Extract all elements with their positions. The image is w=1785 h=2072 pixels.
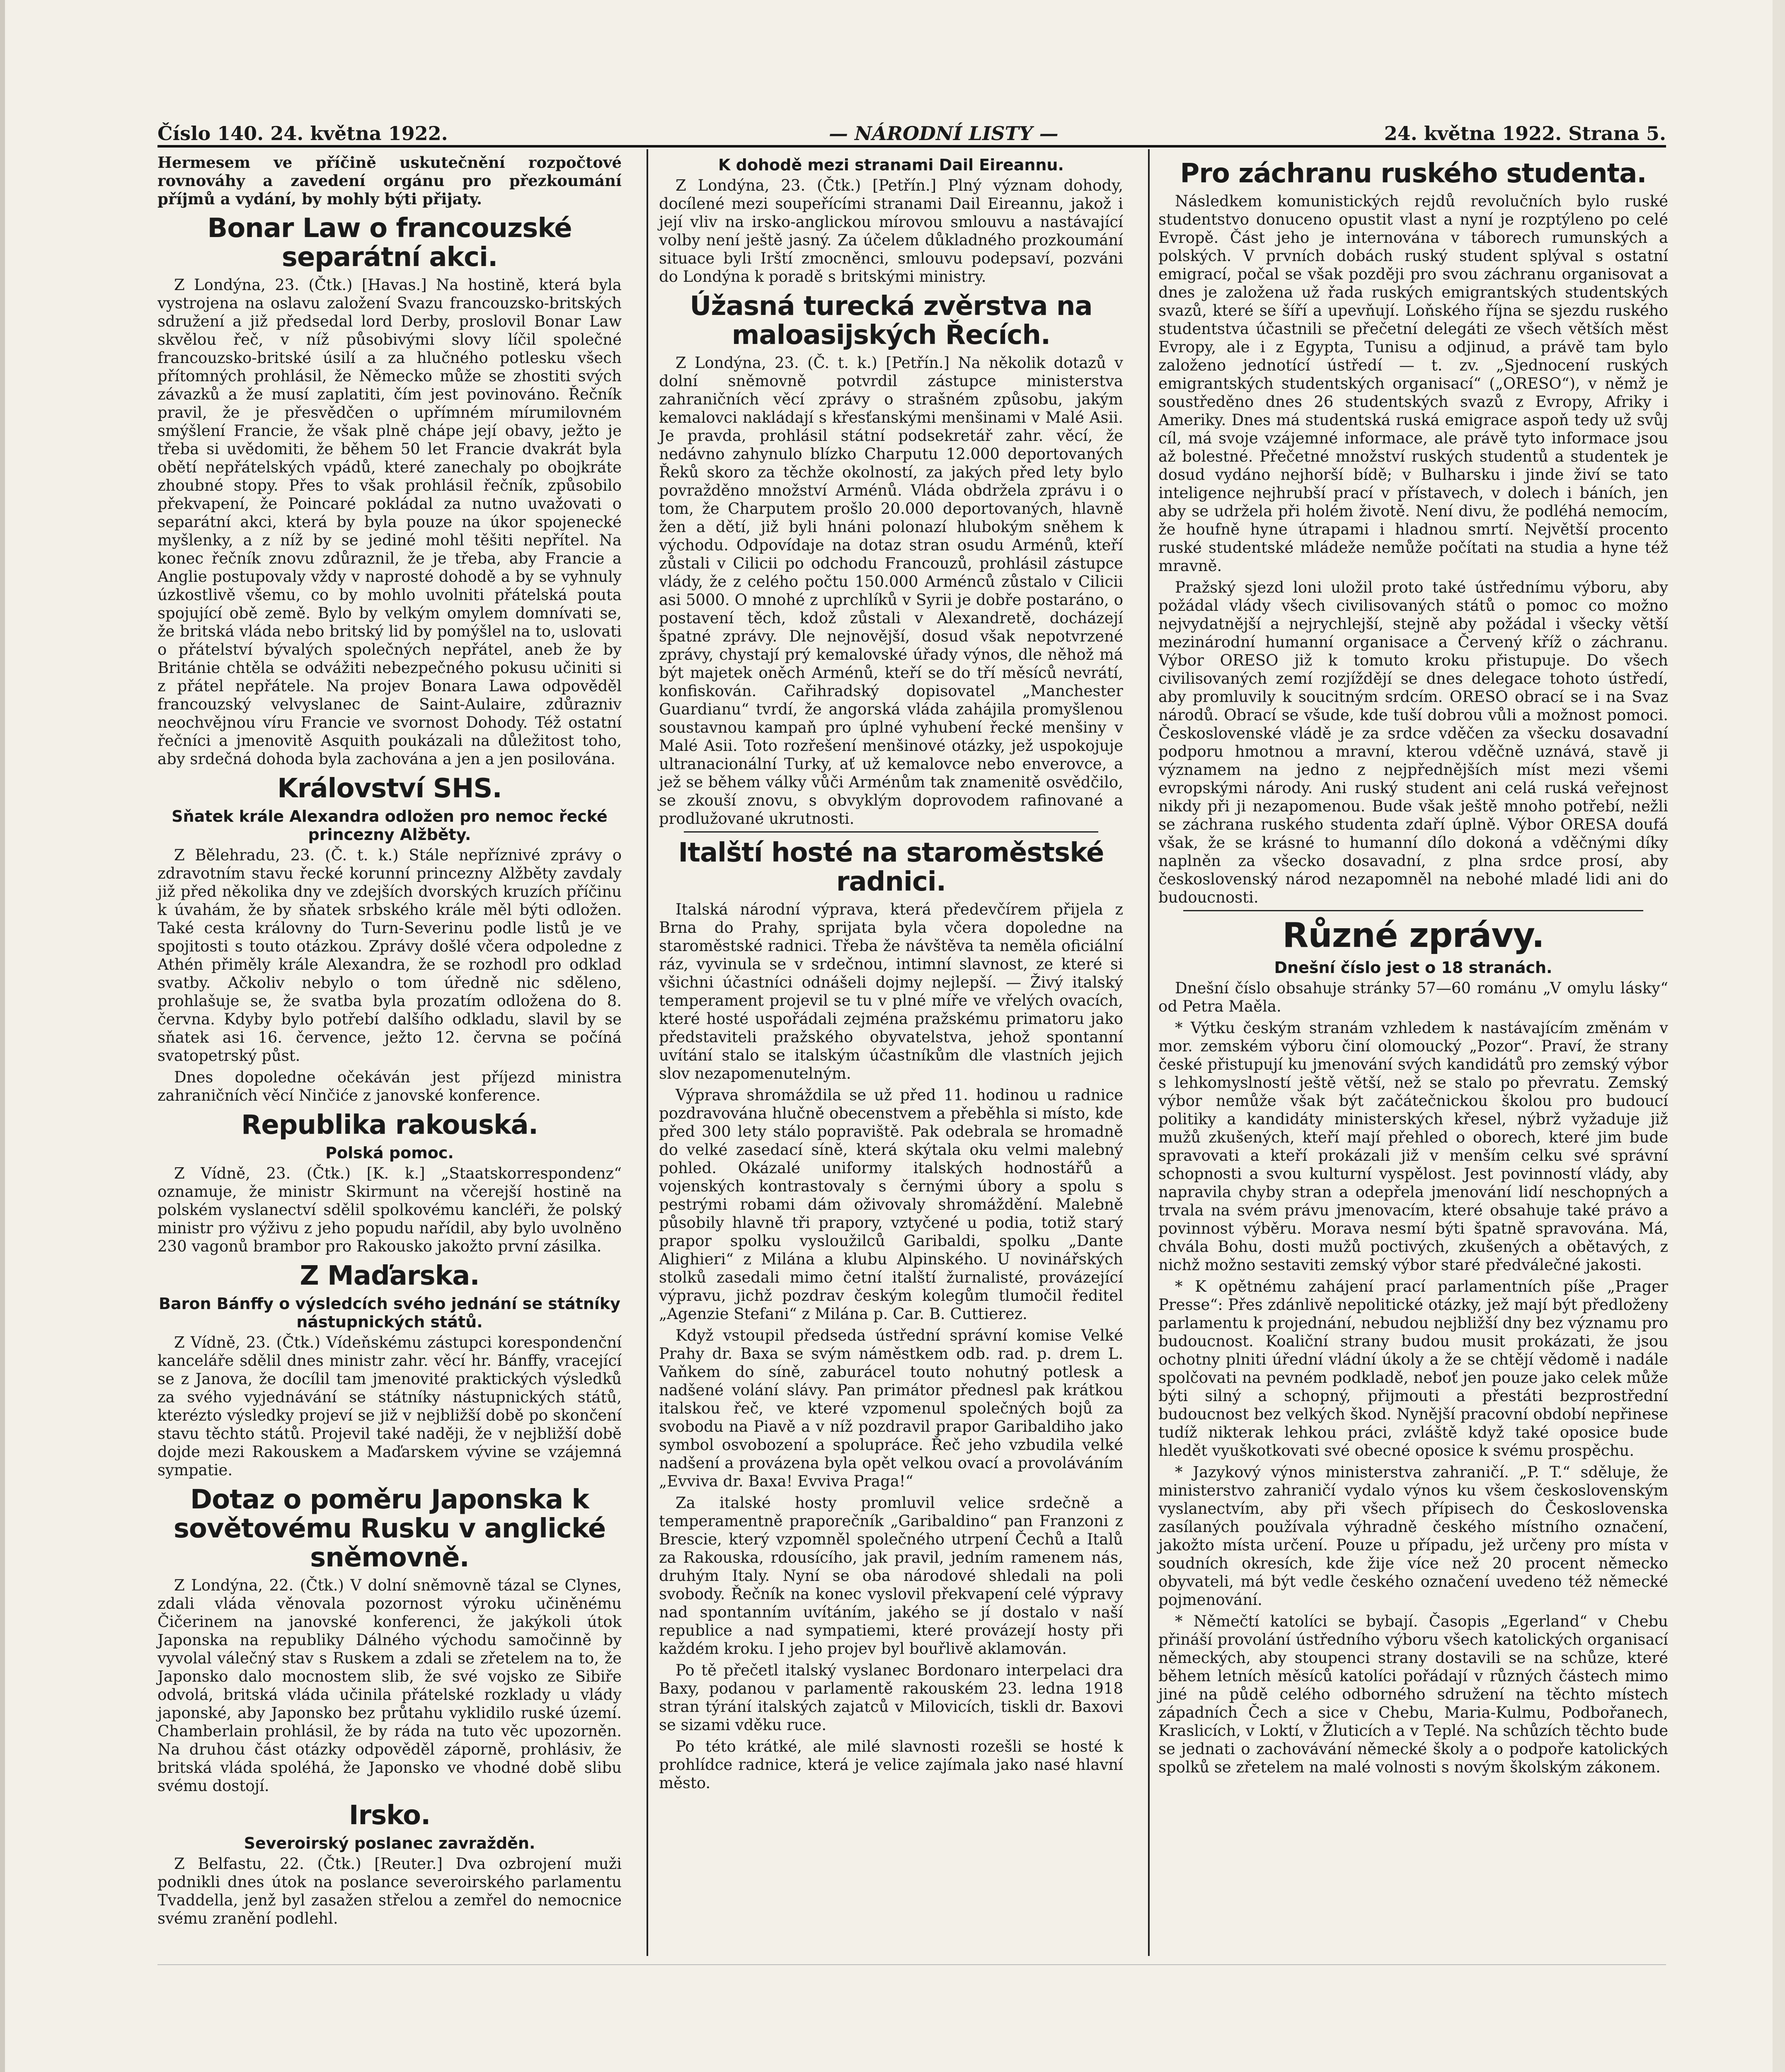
article-rusky-student-2: Pražský sjezd loni uložil proto také ústřednímu výboru, aby požádal vlády všech civilisovaných států o pomoc co možno nejvydatnější a nejrychlejší, stejně aby požádal i všecky větší mezinárodní humanní organisace a Červený kříž o záchranu. Výbor ORESO již k tomuto kroku přistupuje. Do všech civilisovaných zemí rozjíždějí se dnes delegace tohoto ústředí, aby promluvily k soucitným srdcím. ORESO obrací se i na Svaz národů. Obrací se všude, kde tuší dobrou vůli a možnost pomoci. Československé vládě je za srdce vděčen za všecku dosavadní podporu hmotnou a mravní, kterou vděčně uznává, stavě ji významem na jedno z nejpřednějších míst mezi všemi evropskými národy. Ani ruský student ani celá ruská veřejnost nikdy při ji nezapomenou. Bude však ještě mnoho potřebí, nežli se záchrana ruského studenta zdaří úplně. Výbor ORESA doufá však, že se krásné to humanní dílo dokoná a vděčnými díky naplněn za všecko dosavadní, z plna srdce prosí, aby československý národ nezapomněl na nebohé mladé lidi ani do budoucnosti. [1158,579,1668,906]
article-italsti-hoste-6: Po této krátké, ale milé slavnosti rozešli se hosté k prohlídce radnice, která je velice zajímala jako nasé hlavní město. [659,1738,1123,1792]
headline-japonsko: Dotaz o poměru Japonska k sovětovému Rusku v anglické sněmovně. [173,1484,606,1573]
bottom-rule [157,1964,1666,1965]
article-irsko: Z Belfastu, 22. (Čtk.) [Reuter.] Dva ozbrojení muži podnikli dnes útok na poslance severoirského parlamentu Tvaddella, jenž byl zasažen střelou a zemřel do nemocnice svému zranění podlehl. [157,1855,622,1927]
article-italsti-hoste-3: Když vstoupil předseda ústřední správní komise Velké Prahy dr. Baxa se svým náměstkem odb. rad. p. drem L. Vaňkem do síně, zaburácel touto nohutný potlesk a nadšené volání slávy. Pan primátor přednesl pak krátkou italskou řeč, ve které vzpomenul společných bojů za svobodu na Piavě a v níž pozdravil prapor Garibaldiho jako symbol osvobození a spolupráce. Řeč jeho vzbudila velké nadšení a provázena byla opět velkou ovací a provoláváním „Evviva dr. Baxa! Evviva Praga!“ [659,1326,1123,1490]
headline-shs: Království SHS. [277,773,502,804]
article-dail: Z Londýna, 23. (Čtk.) [Petřín.] Plný význam dohody, docílené mezi soupeřícími stranami Dail Eireannu, jakož i její vliv na irsko-anglickou mírovou smlouvu a nastávající volby není ještě jasný. Za účelem důkladného prozkoumání situace byli Irští zmocněnci, smlouvu podepsaví, pozváni do Londýna k poradě s britskými ministry. [659,177,1123,286]
column-1 [157,153,622,1931]
page-edge-right [1773,0,1785,2072]
news-item: * Jazykový výnos ministerstva zahraničí. „P. T.“ sděluje, že ministerstvo zahraničí vydalo výnos ku všem československým vyslanectvím, aby při všech přípisech do Československa zasílaných používala výhradně českého místního označení, jakožto místa určení. Pouze u případu, jež určeny pro místa v soudních okresích, kde žije více než 20 procent německo obyvateli, má být vedle českého označení uvedeno též německé pojmenování. [1158,1463,1668,1609]
headline-turecka-zverstva: Úžasná turecká zvěrstva na maloasijských Řecích. [690,291,1092,351]
subhead-irsko: Severoirský poslanec zavražděn. [244,1834,535,1852]
section-divider [684,831,1098,833]
subhead-shs: Sňatek krále Alexandra odložen pro nemoc řecké princezny Alžběty. [172,807,608,844]
page-header [157,106,1666,151]
subhead-dail: K dohodě mezi stranami Dail Eireannu. [718,156,1064,174]
article-italsti-hoste-2: Výprava shromáždila se už před 11. hodinou u radnice pozdravována hlučně obecenstvem a přeběhla si místo, kde před 300 lety stálo popraviště. Pak odebrala se hromadně do velké zasedací síně, která skýtala oku velmi malebný pohled. Okázalé uniformy italských hodnostářů a vojenských kontrastovaly s černými úbory a spolu s pestrými robami dám oživovaly shromáždění. Malebně působily hlavně tři prapory, vztyčené u podia, totiž starý prapor spolku vysloužilců Garibaldi, spolku „Dante Alighieri“ z Milána a klubu Alpinského. U novinářských stolků zasedali mimo četní italští žurnalisté, provázející výpravu, jichž pozdrav českým kolegům tlumočil ředitel „Agenzie Stefani“ z Milána p. Car. B. Cuttierez. [659,1086,1123,1323]
column-2 [659,153,1123,1796]
article-madarsko: Z Vídně, 23. (Čtk.) Vídeňskému zástupci korespondenční kanceláře sdělil dnes ministr zahr. věcí hr. Bánffy, vracející se z Janova, že docílil tam jmenovité praktických výsledků za svého vyjednávání se státníky nástupnických států, kterézto výsledky projeví se již v nejbližší době po skončení stavu těchto států. Projevil také naději, že v nejbližší době dojde mezi Rakouskem a Maďarskem vývine se vzájemná sympatie. [157,1334,622,1479]
subhead-rakousko: Polská pomoc. [325,1144,454,1162]
issue-number: Číslo 140. 24. května 1922. [157,122,448,145]
article-italsti-hoste-1: Italská národní výprava, která předevčírem přijela z Brna do Prahy, sprijata byla včera dopoledne na staroměstské radnici. Třeba že návštěva ta neměla oficiální ráz, vyvinula se v srdečnou, intimní slavnost, ze které si všichni účastníci odnášeli dojmy nejlepší. — Živý italský temperament projevil se tu v plné míře ve vřelých ovacích, které hosté uspořádali zejména pražskému primatoru jako představiteli pražského obyvatelstva, jehož spontanní uvítání stalo se italským účastníkům dle vlastních jejich slov nezapomenutelným. [659,900,1123,1082]
headline-rakousko: Republika rakouská. [241,1110,538,1140]
headline-rusky-student: Pro záchranu ruského studenta. [1180,158,1647,189]
page-date: 24. května 1922. Strana 5. [1384,122,1666,145]
intro-paragraph: Hermesem ve příčině uskutečnění rozpočtové rovnováhy a zavedení orgánu pro přezkoumání příjmů a vydání, by mohly býti přijaty. [157,153,622,208]
article-japonsko: Z Londýna, 22. (Čtk.) V dolní sněmovně tázal se Clynes, zdali vláda věnovala pozornost výroku učiněnému Čičerinem na janovské konferenci, že jakýkoli útok Japonska na republiky Dálného východu samočinně by vyvolal válečný stav s Ruskem a zdali se zřetelem na to, že Japonsko dalo mocnostem slib, že své vojsko ze Sibiře odvolá, britská vláda učinila přátelské rozklady u vlády japonské, aby Japonsko bez průtahu vyklidilo ruské území. Chamberlain prohlásil, že by ráda na tuto věc upozorněn. Na druhou část otázky odpověděl záporně, prohlásiv, že britská vláda spoléhá, že Japonsko ve vhodné době slibu svému dostojí. [157,1576,622,1795]
column-rule-1 [647,149,648,1956]
article-italsti-hoste-5: Po tě přečetl italský vyslanec Bordonaro interpelaci dra Baxy, podanou v parlamentě rakouském 23. ledna 1918 stran týrání italských zajatců v Milovicích, tiskli dr. Baxovi se sizami vděku ruce. [659,1661,1123,1734]
article-shs-2: Dnes dopoledne očekáván jest příjezd ministra zahraničních věcí Ninčiće z janovské konference. [157,1068,622,1104]
headline-ruzne-zpravy: Různé zprávy. [1282,916,1544,955]
headline-madarsko: Z Maďarska. [300,1261,480,1291]
headline-bonar-law: Bonar Law o francouzské separátní akci. [207,213,572,273]
section-divider [1183,910,1643,911]
column-rule-2 [1148,149,1150,1956]
article-rakousko: Z Vídně, 23. (Čtk.) [K. k.] „Staatskorrespondenz“ oznamuje, že ministr Skirmunt na včerejší hostině na polském vyslanectví sdělil spolkovému kancléři, že polský ministr pro výživu z jeho popudu nařídil, aby bylo uvolněno 230 vagonů brambor pro Rakousko jakožto první zásilka. [157,1164,622,1255]
article-shs: Z Bělehradu, 23. (Č. t. k.) Stále nepříznivé zprávy o zdravotním stavu řecké korunní princezny Alžběty zavdaly již před několika dny ve zdejších dvorských kruzích příčinu k úvahám, že by sňatek srbského krále měl býti odložen. Také cesta královny do Turn-Severinu podle listů je ve spojitosti s touto otázkou. Zprávy došlé včera odpoledne z Athén přiměly krále Alexandra, že se rozhodl pro odklad svatby. Ačkoliv nebylo o tom úředně nic sděleno, prohlašuje se, že svatba byla prozatím odložena do 8. června. Kdyby bylo potřebí dalšího odkladu, slavil by se sňatek asi 16. července, ježto 12. června se počíná svatopetrský půst. [157,846,622,1065]
article-italsti-hoste-4: Za italské hosty promluvil velice srdečně a temperamentně praporečník „Garibaldino“ pan Franzoni z Brescie, který vzpomněl společného utrpení Čechů a Italů za Rakouska, rdousícího, jak pravil, jedním ramenem nás, druhým Italy. Nyní se oba národové shledali na poli svobody. Řečník na konec vyslovil překvapení celé výpravy nad spontanním uvítáním, jakého se jí dostalo v naší republice a nad sympatiemi, které provázejí hosty při každém kroku. I jeho projev byl bouřlivě aklamován. [659,1494,1123,1658]
article-turecka-zverstva: Z Londýna, 23. (Č. t. k.) [Petřín.] Na několik dotazů v dolní sněmovně potvrdil zástupce ministerstva zahraničních věcí zprávy o strašném způsobu, jakým kemalovci nakládají s křesťanskými menšinami v Malé Asii. Je pravda, prohlásil státní podsekretář zahr. věcí, že nedávno zahynulo blízko Charputu 12.000 deportovaných Řeků skoro za těchže okolností, za jakých před lety bylo povražděno množství Arménů. Vláda obdržela zprávu i o tom, že Charputem prošlo 20.000 deportovaných, hlavně žen a dětí, již byli hnáni polonazí hlubokým sněhem k východu. Odpovídaje na dotaz stran osudu Arménů, kteří zůstali v Cilicii po odchodu Francouzů, prohlásil zástupce vlády, že z celého počtu 150.000 Arménců zůstalo v Cilicii asi 5000. O mnohé z uprchlíků v Syrii je dobře postaráno, o postavení těch, kdož zůstali v Alexandretě, docházejí špatné zprávy. Dle nejnovější, dosud však nepotvrzené zprávy, chystají prý kemalovské úřady výnos, dle něhož má být majetek oněch Arménů, kteří se do tří měsíců nevrátí, konfiskován. Cařihradský dopisovatel „Manchester Guardianu“ tvrdí, že angorská vláda zahájila promyšlenou soustavnou kampaň pro úplné vyhubení řecké menšiny v Malé Asii. Toto rozřešení menšinové otázky, jež uspokojuje ultranacionální Turky, ať už kemalovce nebo enverovce, a jež se během války vůči Arménům tak znamenitě osvědčilo, se zkouší znovu, s obvyklým doprovodem rafinované a prodlužované ukrutnosti. [659,354,1123,828]
news-item: * Němečtí katolíci se bybají. Časopis „Egerland“ v Chebu přináší provolání ústředního výboru všech katolických organisací německých, aby stoupenci strany dostavili se na schůze, které během letních měsíců katolíci pořádají v různých částech mimo jiné na půdě celého odborného sdružení na těchto místech západních Čech a sice v Chebu, Maria-Kulmu, Podbořanech, Kraslicích, v Loktí, v Žluticích a v Teplé. Na schůzích těchto bude se jednati o zachovávání německé školy a o podpoře katolických spolků se zřetelem na malé volnosti s novým školským zákonem. [1158,1612,1668,1776]
news-item: * K opětnému zahájení prací parlamentních píše „Prager Presse“: Přes zdánlivě nepolitické otázky, jež mají být předloženy parlamentu k projednání, nebudou nejbližší dny bez významu pro budoucnost. Koaliční strany budou musit prokázati, že jsou ochotny plniti úřední vládní úkoly a že se chtějí vědomě i nadále spolčovati na pevném podkladě, neboť jen pouze jako celek může býti silný a schopný, přijmouti a přestáti bezprostřední budoucnost bez velkých škod. Nynější pracovní období nepřinese tudíž nikterak lehkou práci, zvláště když také oposice bude hledět vyuškotkovati své obecné oposice k svému prospěchu. [1158,1278,1668,1460]
headline-irsko: Irsko. [349,1800,431,1831]
article-bonar-law: Z Londýna, 23. (Čtk.) [Havas.] Na hostině, která byla vystrojena na oslavu založení Svazu francouzsko-britských sdružení a již předsedal lord Derby, proslovil Bonar Law skvělou řeč, v níž působivými slovy líčil společné francouzsko-britské úsilí a za hlučného potlesku všech přítomných prohlásil, že Německo může se zhostiti svých závazků a že musí zaplatiti, čím jest povinováno. Řečník pravil, že je přesvědčen o upřímném mírumilovném smýšlení Francie, že však plně chápe její obavy, ježto je třeba si uvědomiti, že během 50 let Francie dvakrát byla obětí nepřátelských vpádů, které zanechaly po obojkráte zhoubné stopy. Přes to však prohlásil řečník, způsobilo překvapení, že Poincaré pokládal za nutno uvažovati o separátní akci, která by byla pouze na úkor spojenecké myšlenky, a z níž by se jediné mohl těšiti nepřítel. Na konec řečník znovu zdůraznil, že je třeba, aby Francie a Anglie postupovaly vždy v naprosté dohodě a by se vyhnuly úzkostlivě všemu, co by mohlo uvolniti přátelská pouta spojující obě země. Bylo by velkým omylem domnívati se, že britská vláda nebo britský lid by pomýšlel na to, uslovati o přátelství bývalých společných nepřátel, aneb že by Británie chtěla se odvážiti nebezpečného pokusu učiniti si z přátel nepřátele. Na projev Bonara Lawa odpověděl francouzský velvyslanec de Saint-Aulaire, zdůrazniv neochvějnou víru Francie ve svornost Dohody. Též ostatní řečníci a jmenovitě Asquith poukázali na důležitost toho, aby srdečná dohoda byla zachována a jen a jen posilována. [157,276,622,768]
header-rule [157,145,1666,148]
page-edge-left [0,0,5,2072]
column-3 [1158,153,1668,1780]
news-item: Dnešní číslo obsahuje stránky 57—60 románu „V omylu lásky“ od Petra Maěla. [1158,979,1668,1015]
news-item: * Výtku českým stranám vzhledem k nastávajícím změnám v mor. zemském výboru činí olomoucký „Pozor“. Praví, že strany české přistupují ku jmenování svých kandidátů pro zemský výbor s lehkomyslností ještě větší, než se stalo po převratu. Zemský výbor nemůže však být začátečnickou školou pro budoucí politiky a kandidáty ministerských křesel, nýbrž vyžaduje již mužů zkušených, kteří mají přehled o oborech, které jim bude spravovati a kteří prokázali již v menším celku své správní schopnosti a svou kulturní vyspělost. Jest povinností vlády, aby napravila chyby stran a odepřela jmenování lidí neschopných a trvala na svém právu jmenovacím, které obsahuje také právo a povinnost výběru. Morava nesmí býti špatně spravována. Má, chvála Bohu, dosti mužů poctivých, zkušených a obětavých, z nichž možno sestaviti zemský výbor staré předválečné jakosti. [1158,1019,1668,1274]
headline-italsti-hoste: Italští hosté na staroměstské radnici. [678,838,1104,897]
masthead-small: — NÁRODNÍ LISTY — [829,122,1058,145]
article-rusky-student-1: Následkem komunistických rejdů revolučních bylo ruské studentstvo donuceno opustit vlast a nyní je rozptýleno po celé Evropě. Část jeho je internována v táborech rumunských a polských. V prvních dobách ruský student splýval s ostatní emigrací, počal se však později pro svou záchranu organisovat a dnes je založena už řada ruských emigrantských studentských svazů, které se šíří a upevňují. Loňského října se sjezdu ruského studentstva účastnili se přečetní delegáti ze všech větších měst Evropy, ale i z Egypta, Tunisu a odjinud, a právě tam bylo založeno jednotící ústředí — t. zv. „Sjednocení ruských emigrantských studentských organisací“ („ORESO“), v němž je soustředěno dnes 26 studentských svazů z Evropy, Afriky i Ameriky. Dnes má studentská ruská emigrace aspoň tedy už svůj cíl, má svoje vzájemné informace, ale právě tyto informace jsou až bolestné. Přečetné množství ruských studentů a studentek je dosud vydáno nejhorší bídě; v Bulharsku i jinde živí se tato inteligence nejhrubší prací v přístavech, v dolech i báních, jen aby se udržela při holém životě. Není divu, že podléhá nemocím, že houfně hyne útrapami i hladnou smrtí. Největší procento ruské studentské mládeže nemůže počítati na studia a hyne též mravně. [1158,192,1668,575]
subhead-ruzne-zpravy: Dnešní číslo jest o 18 stranách. [1274,959,1552,977]
subhead-madarsko: Baron Bánffy o výsledcích svého jednání se státníky nástupnických států. [159,1295,620,1331]
